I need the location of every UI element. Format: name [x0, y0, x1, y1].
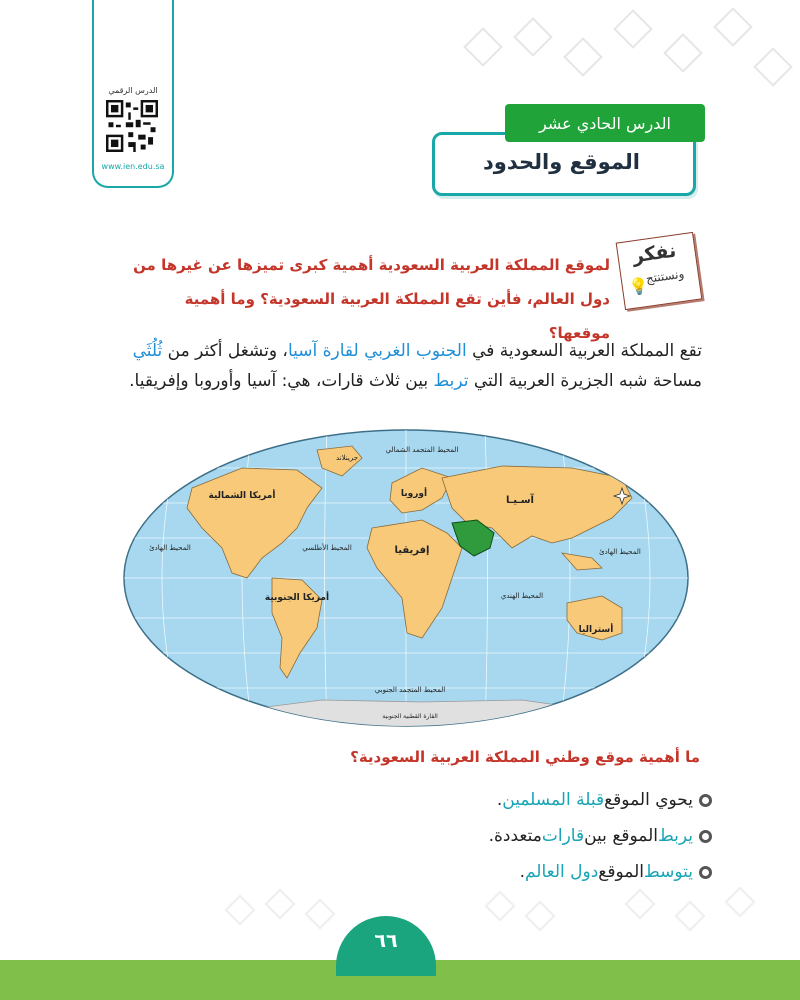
item-highlight: قبلة المسلمين: [502, 790, 605, 810]
importance-item: [250, 818, 712, 854]
intro-question: لموقع المملكة العربية السعودية أهمية كبرى تميزها عن غيرها من دول العالم، فأين تقع المملكة العربية السعودية؟ وما أهمية موقعها؟: [133, 256, 610, 342]
page-number-text: ٦٦: [374, 930, 398, 952]
item-text: الموقع: [598, 862, 644, 882]
para-highlight-connects: تربط: [433, 371, 469, 391]
bullet-icon: [699, 794, 712, 807]
item-highlight: يتوسط: [643, 862, 693, 882]
item-text: الموقع بين: [584, 826, 659, 846]
importance-list: [250, 782, 712, 890]
para-part1: تقع المملكة العربية السعودية في: [466, 341, 702, 361]
map-label-indian: المحيط الهندي: [500, 592, 544, 600]
map-label-southern: المحيط المتجمد الجنوبي: [374, 686, 446, 694]
item-text-end: .: [519, 862, 525, 882]
map-label-australia: أستراليا: [578, 625, 614, 635]
para-part2: ، وتشغل أكثر من: [162, 341, 288, 361]
world-map: [122, 428, 690, 728]
map-label-europe: أوروبا: [400, 489, 428, 499]
digital-lesson-tab[interactable]: [92, 0, 174, 188]
map-label-south-america: أمريكا الجنوبية: [264, 593, 330, 603]
lesson-number-label: الدرس الحادي عشر: [539, 113, 671, 133]
importance-heading: ما أهمية موقع وطني المملكة العربية السعودية؟: [350, 748, 700, 766]
item-text: يحوي الموقع: [604, 790, 693, 810]
map-label-africa: إفريقيا: [394, 545, 430, 556]
item-highlight-2: قارات: [541, 826, 585, 846]
importance-item: [250, 854, 712, 890]
intro-paragraph: [92, 336, 702, 396]
bullet-icon: [699, 866, 712, 879]
map-label-pacific-east: المحيط الهادئ: [599, 548, 641, 556]
think-badge-sub: ونستنتج: [644, 266, 686, 286]
item-highlight-2: دول العالم: [524, 862, 599, 882]
para-highlight-two-thirds: ثُلُثَي: [132, 341, 163, 361]
item-highlight: يربط: [658, 826, 693, 846]
map-label-north-america: أمريكا الشمالية: [208, 491, 276, 501]
importance-item: [250, 782, 712, 818]
para-part3: مساحة شبه الجزيرة العربية التي: [468, 371, 702, 391]
website-url[interactable]: www.ien.edu.sa: [101, 162, 165, 171]
map-label-atlantic: المحيط الأطلسي: [302, 544, 352, 552]
map-label-greenland: جرينلاند: [335, 454, 359, 462]
think-badge-main: نفكر: [631, 239, 678, 268]
map-label-antarctica: القارة القطبية الجنوبية: [382, 713, 438, 720]
lesson-number-tab: [505, 104, 705, 142]
lesson-title: الموقع والحدود: [483, 150, 640, 174]
item-text-end: .: [496, 790, 503, 810]
qr-code-icon[interactable]: [106, 100, 158, 152]
map-label-arctic: المحيط المتجمد الشمالي: [385, 446, 459, 454]
lightbulb-icon: 💡: [627, 275, 651, 298]
para-part4: بين ثلاث قارات، هي: آسيا وأوروبا وإفريقيا.: [129, 371, 434, 391]
map-label-asia: آسـيـا: [506, 495, 534, 506]
bullet-icon: [699, 830, 712, 843]
para-highlight-location: الجنوب الغربي لقارة آسيا: [287, 341, 467, 361]
decorative-pattern: [430, 4, 800, 104]
map-label-pacific-west: المحيط الهادئ: [149, 544, 191, 552]
digital-lesson-label: الدرس الرقمي: [108, 86, 158, 95]
item-text-end: متعددة.: [488, 826, 542, 846]
think-and-conclude-badge: [616, 232, 703, 310]
